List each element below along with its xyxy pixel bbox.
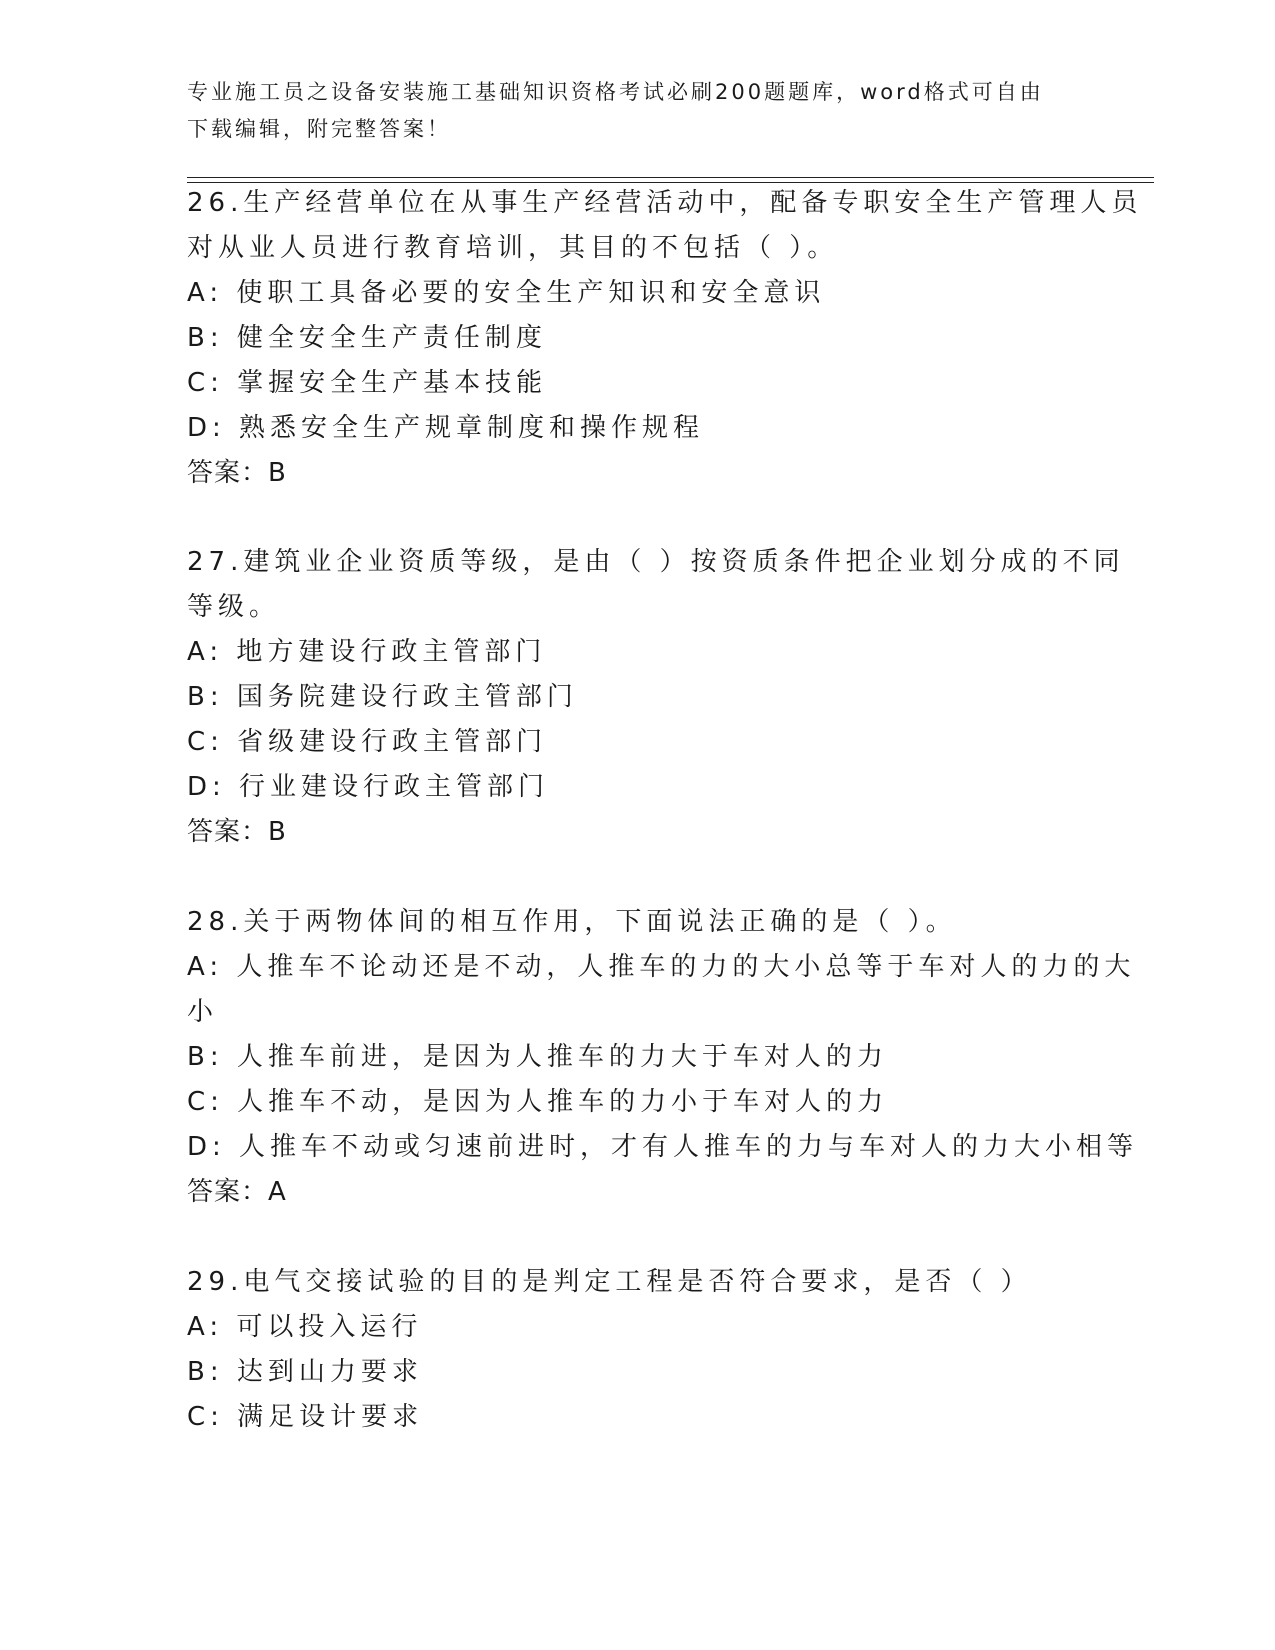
option-b: B: 国务院建设行政主管部门 xyxy=(187,682,578,712)
header-title-line-1: 专业施工员之设备安装施工基础知识资格考试必刷200题题库，word格式可自由 xyxy=(187,80,1044,104)
option-b: B: 健全安全生产责任制度 xyxy=(187,323,547,353)
option-c: C: 掌握安全生产基本技能 xyxy=(187,368,548,398)
answer-label: 答案：B xyxy=(187,458,287,488)
question-stem-line: 对从业人员进行教育培训，其目的不包括（ ）。 xyxy=(187,233,839,263)
answer-label: 答案：B xyxy=(187,817,287,847)
option-c: C: 省级建设行政主管部门 xyxy=(187,727,548,757)
answer-label: 答案：A xyxy=(187,1177,287,1207)
option-a xyxy=(187,945,1136,1035)
question-stem-line: 等级。 xyxy=(187,592,281,622)
header-divider-top xyxy=(187,177,1154,178)
option-a-line: A: 人推车不论动还是不动，人推车的力的大小总等于车对人的力的大 xyxy=(187,952,1136,982)
option-c: C: 人推车不动，是因为人推车的力小于车对人的力 xyxy=(187,1087,889,1117)
option-b: B: 人推车前进，是因为人推车的力大于车对人的力 xyxy=(187,1042,888,1072)
question-27 xyxy=(187,540,1125,855)
option-d: D: 熟悉安全生产规章制度和操作规程 xyxy=(187,413,705,443)
option-d: D: 人推车不动或匀速前进时，才有人推车的力与车对人的力大小相等 xyxy=(187,1132,1139,1162)
question-stem-line: 29.电气交接试验的目的是判定工程是否符合要求，是否（ ） xyxy=(187,1267,1032,1297)
question-stem xyxy=(187,1260,1087,1305)
question-stem-line: 27.建筑业企业资质等级，是由（ ）按资质条件把企业划分成的不同 xyxy=(187,547,1125,577)
question-28 xyxy=(187,900,1139,1215)
option-b: B: 达到山力要求 xyxy=(187,1357,423,1387)
question-stem-line: 28.关于两物体间的相互作用，下面说法正确的是（ ）。 xyxy=(187,907,957,937)
document-header xyxy=(187,74,1087,148)
option-a: A: 使职工具备必要的安全生产知识和安全意识 xyxy=(187,278,826,308)
option-d: D: 行业建设行政主管部门 xyxy=(187,772,550,802)
question-stem-line: 26.生产经营单位在从事生产经营活动中，配备专职安全生产管理人员 xyxy=(187,188,1143,218)
question-29 xyxy=(187,1260,1087,1440)
question-stem xyxy=(187,540,1125,630)
question-stem xyxy=(187,900,1087,945)
option-a: A: 地方建设行政主管部门 xyxy=(187,637,547,667)
question-stem xyxy=(187,181,1143,271)
option-c: C: 满足设计要求 xyxy=(187,1402,424,1432)
option-a-line: 小 xyxy=(187,997,219,1027)
header-title-line-2: 下载编辑，附完整答案！ xyxy=(187,117,451,141)
question-26 xyxy=(187,181,1143,496)
option-a: A: 可以投入运行 xyxy=(187,1312,423,1342)
